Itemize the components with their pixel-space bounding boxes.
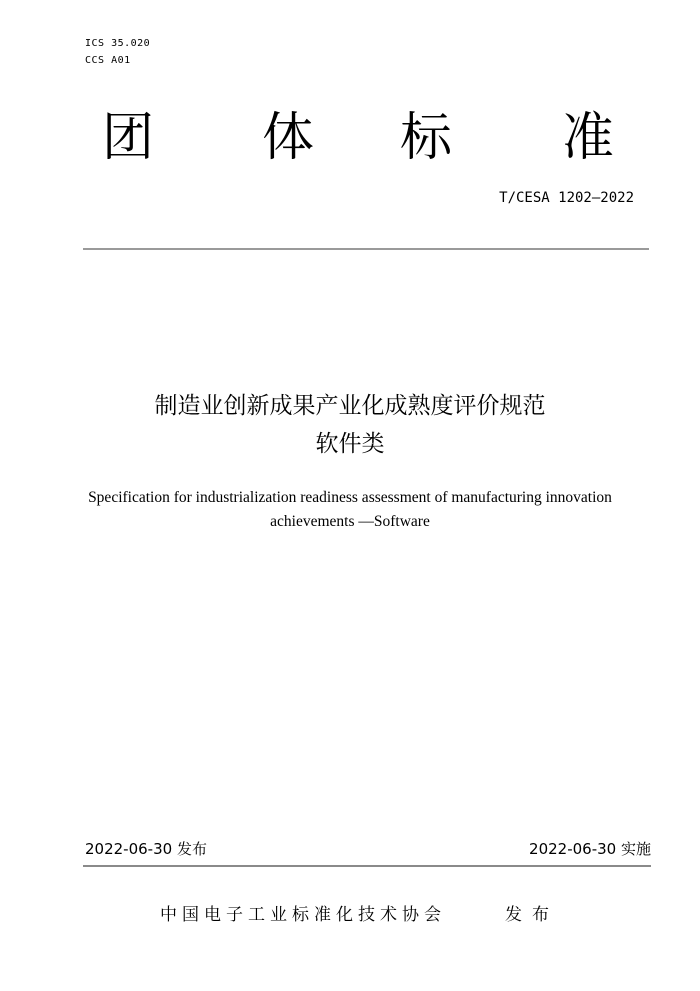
title-en-line1: Specification for industrialization readiness assessment of manufacturing innovation <box>88 489 612 506</box>
publish-date: 2022-06-30 发布 <box>85 840 207 858</box>
issuer-name: 中国电子工业标准化技术协会 <box>160 905 446 925</box>
standard-number: T/CESA 1202—2022 <box>499 190 634 206</box>
header-divider <box>83 248 649 250</box>
issuer-action: 发布 <box>505 905 559 925</box>
title-cn-line1: 制造业创新成果产业化成熟度评价规范 <box>154 393 546 419</box>
standard-type-char-3: 标 <box>400 108 453 168</box>
standard-type-char-2: 体 <box>262 108 315 168</box>
title-cn-line2: 软件类 <box>315 431 385 457</box>
title-en-line2: achievements —Software <box>270 513 430 530</box>
footer-divider <box>83 865 651 867</box>
standard-type-char-4: 准 <box>562 108 615 168</box>
ics-code: ICS 35.020 <box>85 38 151 49</box>
implement-date: 2022-06-30 实施 <box>529 840 651 858</box>
standard-type-char-1: 团 <box>102 108 155 168</box>
ccs-code: CCS A01 <box>85 55 131 66</box>
